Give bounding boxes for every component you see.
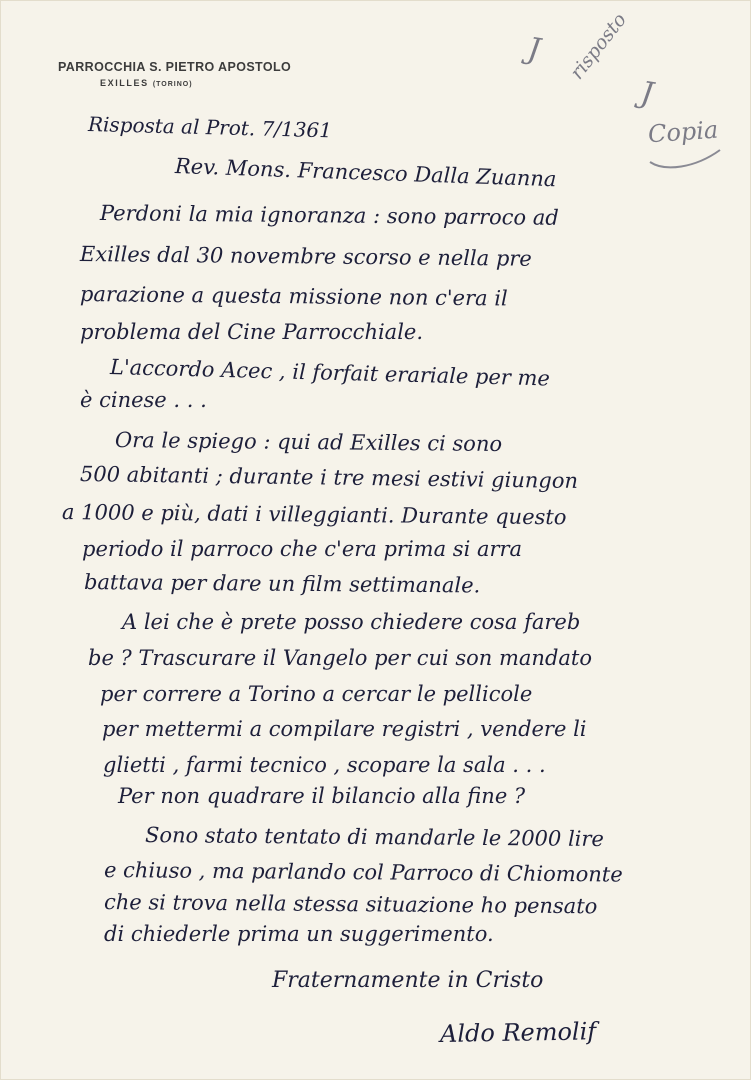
letter-line: battava per dare un film settimanale. xyxy=(83,570,481,598)
parish-province: (TORINO) xyxy=(152,81,193,88)
letter-line: per correre a Torino a cercar le pellicole xyxy=(100,682,533,706)
letter-line: è cinese . . . xyxy=(80,388,207,412)
letter-line: Perdoni la mia ignoranza : sono parroco ad xyxy=(99,201,559,230)
letter-line: glietti , farmi tecnico , scopare la sala . . . xyxy=(103,753,546,777)
letter-line: Ora le spiego : qui ad Exilles ci sono xyxy=(114,428,503,457)
reference-line: Risposta al Prot. 7/1361 xyxy=(87,112,333,143)
letter-line: periodo il parroco che c'era prima si arra xyxy=(82,537,523,561)
margin-mark-1: J xyxy=(525,31,543,68)
parish-place xyxy=(100,78,291,88)
letter-line: Per non quadrare il bilancio alla fine ? xyxy=(118,784,526,808)
letter-line: be ? Trascurare il Vangelo per cui son mandato xyxy=(88,646,592,670)
letter-line: problema del Cine Parrocchiale. xyxy=(80,320,424,344)
closing-line: Fraternamente in Cristo xyxy=(272,968,544,993)
parish-name: PARROCCHIA S. PIETRO APOSTOLO xyxy=(58,60,292,74)
letter-line: A lei che è prete posso chiedere cosa fareb xyxy=(122,610,581,634)
signature xyxy=(439,1017,597,1048)
letter-line: 500 abitanti ; durante i tre mesi estivi giungon xyxy=(79,462,579,493)
letter-line: di chiederle prima un suggerimento. xyxy=(104,922,494,946)
margin-mark-2: J xyxy=(638,75,656,112)
letter-line: parazione a questa missione non c'era il xyxy=(79,282,508,311)
margin-note-risposto: risposto xyxy=(566,9,631,84)
margin-note-copia: Copia xyxy=(647,115,720,149)
letter-line: Sono stato tentato di mandarle le 2000 lire xyxy=(144,823,605,852)
copia-flourish xyxy=(640,120,730,180)
letter-line: per mettermi a compilare registri , vendere li xyxy=(102,717,587,741)
letter-line: a 1000 e più, dati i villeggianti. Durante questo xyxy=(61,500,567,530)
letter-line: Exilles dal 30 novembre scorso e nella pre xyxy=(79,242,532,271)
recipient-line: Rev. Mons. Francesco Dalla Zuanna xyxy=(174,154,557,192)
parish-town: EXILLES xyxy=(100,78,149,88)
letterhead xyxy=(58,60,291,88)
letter-line: che si trova nella stessa situazione ho pensato xyxy=(103,890,598,919)
letter-line: L'accordo Acec , il forfait erariale per me xyxy=(109,355,551,391)
letter-line: e chiuso , ma parlando col Parroco di Chiomonte xyxy=(103,858,623,887)
signature-text: Aldo Remolif xyxy=(439,1017,597,1048)
